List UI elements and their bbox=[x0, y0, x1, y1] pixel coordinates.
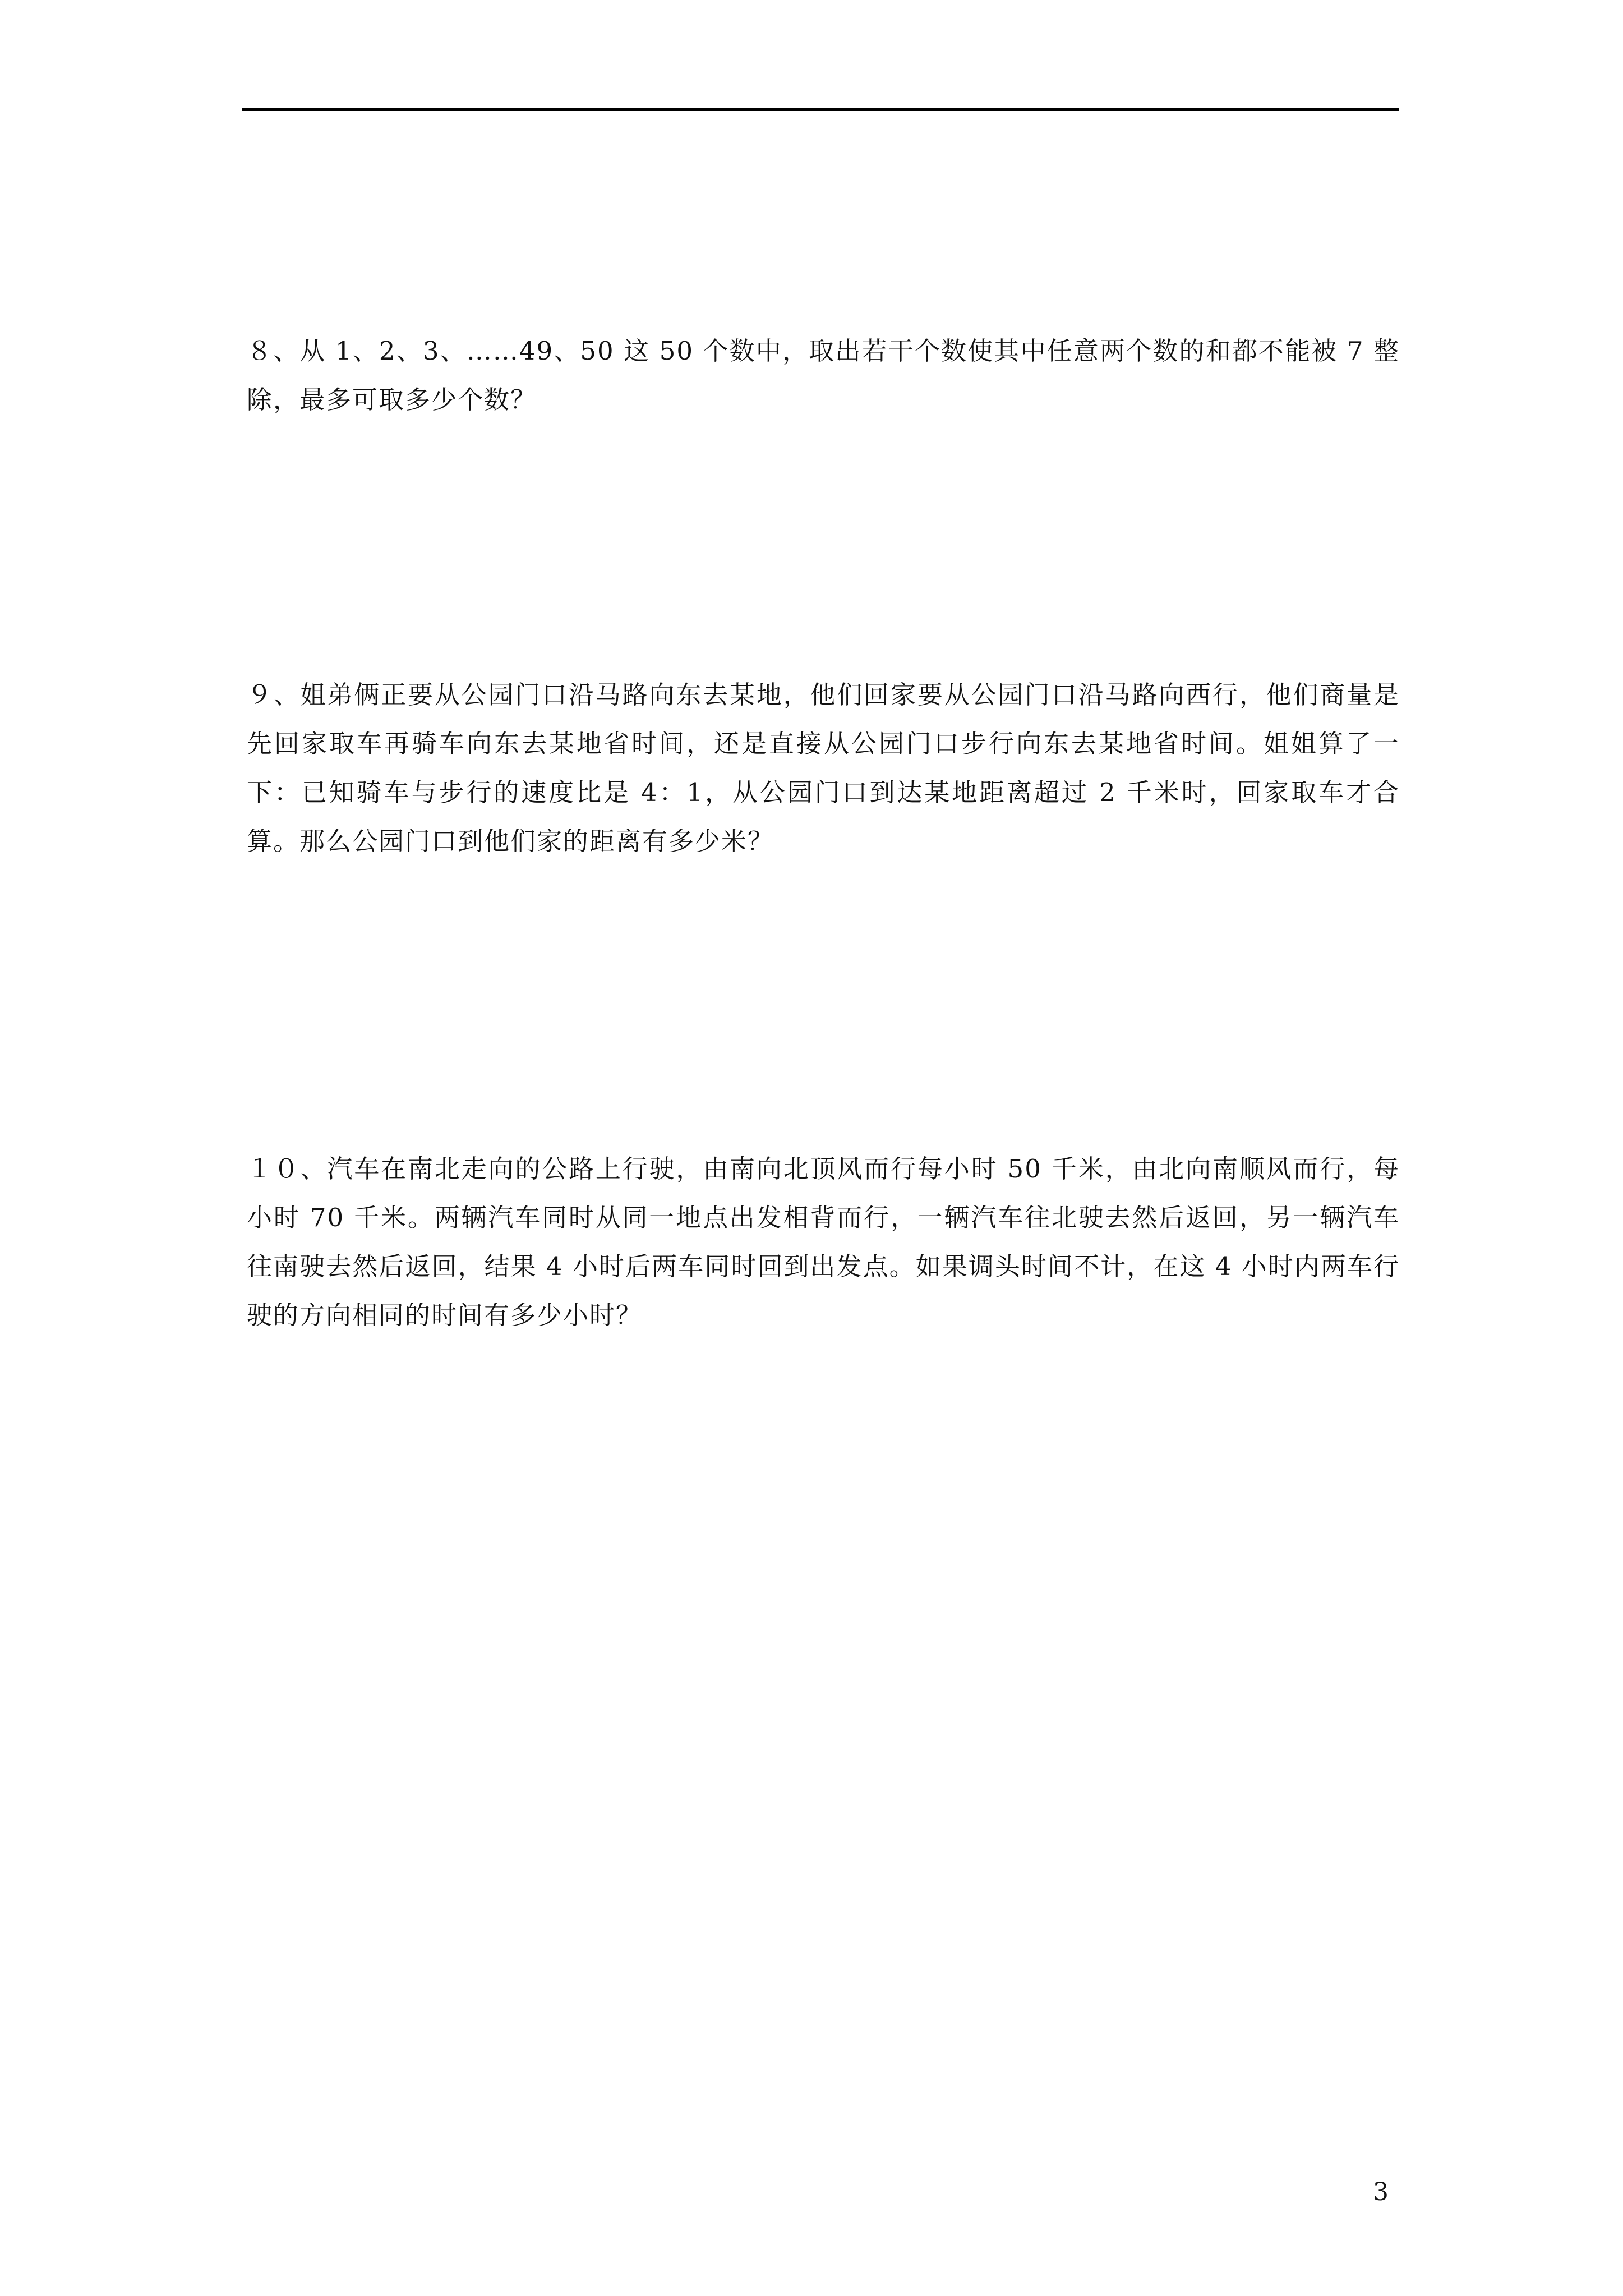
problem-9: ９、姐弟俩正要从公园门口沿马路向东去某地，他们回家要从公园门口沿马路向西行，他们商量是先回家取车再骑车向东去某地省时间，还是直接从公园门口步行向东去某地省时间。姐姐算了一下：已知骑车与步行的速度比是 4：1，从公园门口到达某地距离超过 2 千米时，回家取车才合算。那么公园门口到他们家的距离有多少米？ bbox=[247, 680, 1400, 856]
header-rule bbox=[242, 108, 1399, 111]
problem-8: ８、从 1、2、3、……49、50 这 50 个数中，取出若干个数使其中任意两个数的和都不能被 7 整除，最多可取多少个数？ bbox=[247, 336, 1400, 415]
page-number: 3 bbox=[1373, 2178, 1389, 2206]
problem-10: １０、汽车在南北走向的公路上行驶，由南向北顶风而行每小时 50 千米，由北向南顺风而行，每小时 70 千米。两辆汽车同时从同一地点出发相背而行，一辆汽车往北驶去然后返回，另一辆汽车往南驶去然后返回，结果 4 小时后两车同时回到出发点。如果调头时间不计，在这 4 小时内两车行驶的方向相同的时间有多少小时？ bbox=[247, 1154, 1400, 1330]
